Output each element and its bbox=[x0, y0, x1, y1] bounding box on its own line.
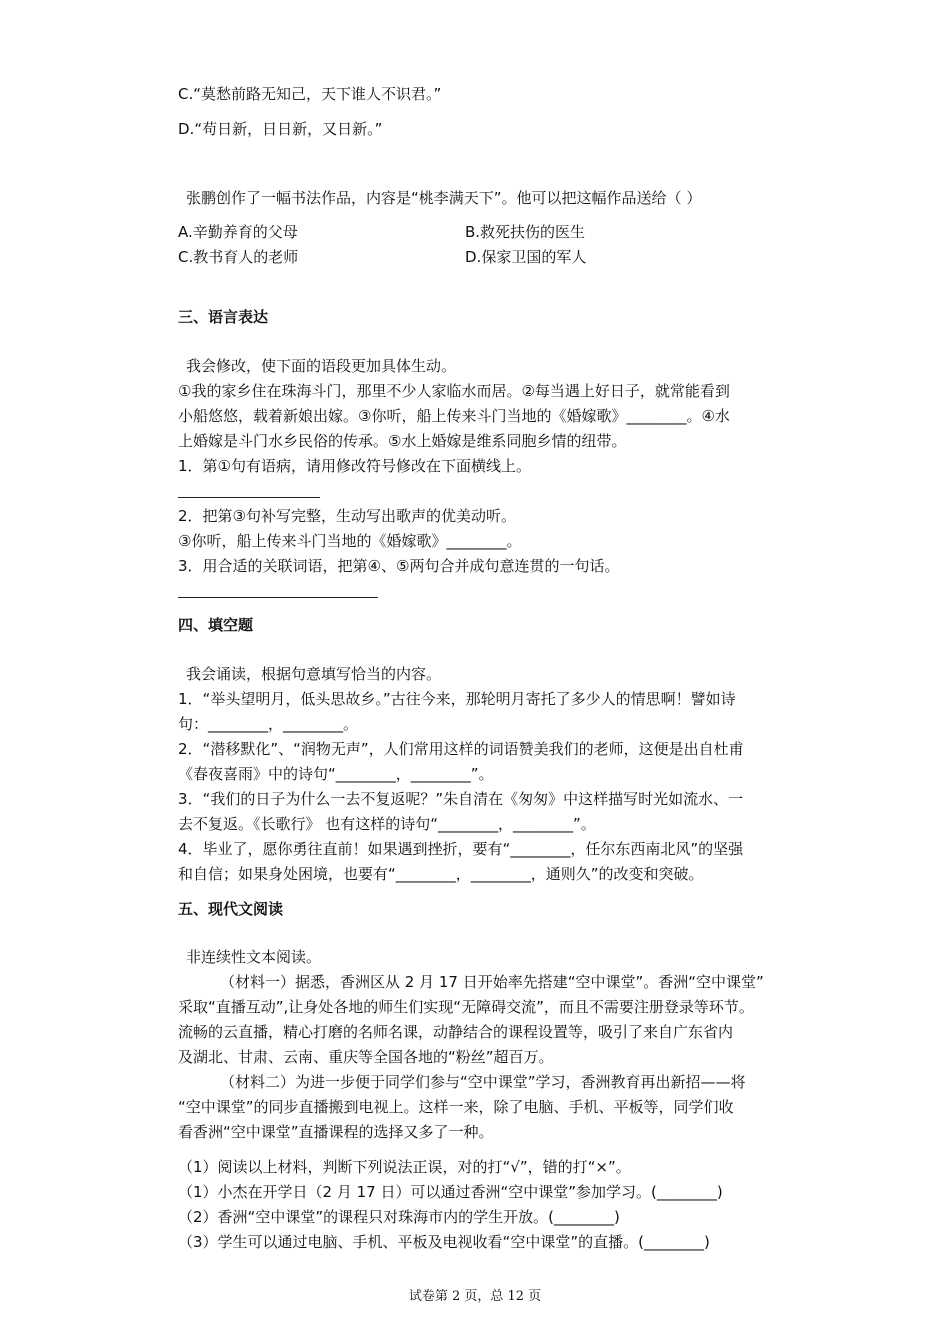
passage-line: ①我的家乡住在珠海斗门，那里不少人家临水而居。②每当遇上好日子，就常能看到 bbox=[178, 382, 730, 400]
answer-line[interactable] bbox=[178, 497, 320, 498]
fill-line: 2．“潜移默化”、“润物无声”，人们常用这样的词语赞美我们的老师，这便是出自杜甫 bbox=[178, 740, 744, 758]
question-stem: 张鹏创作了一幅书法作品，内容是“桃李满天下”。他可以把这幅作品送给（ ） bbox=[186, 189, 702, 207]
fill-line: 和自信；如果身处困境，也要有“________，________，通则久”的改变和突破。 bbox=[178, 865, 704, 883]
sub-question: 3．用合适的关联词语，把第④、⑤两句合并成句意连贯的一句话。 bbox=[178, 557, 620, 575]
option-c: C.“莫愁前路无知己，天下谁人不识君。” bbox=[178, 85, 442, 103]
option-d: D.“苟日新，日日新，又日新。” bbox=[178, 120, 383, 138]
material-line: （材料二）为进一步便于同学们参与“空中课堂”学习，香洲教育再出新招——将 bbox=[220, 1073, 746, 1091]
material-line: 流畅的云直播，精心打磨的名师名课，动静结合的课程设置等，吸引了来自广东省内 bbox=[178, 1023, 734, 1041]
section-intro: 我会修改，使下面的语段更加具体生动。 bbox=[186, 357, 457, 375]
section-intro: 非连续性文本阅读。 bbox=[186, 948, 322, 966]
section-heading: 四、填空题 bbox=[178, 616, 254, 634]
fill-line: 《春夜喜雨》中的诗句“________，________”。 bbox=[178, 765, 494, 783]
sub-question: 1．第①句有语病，请用修改符号修改在下面横线上。 bbox=[178, 457, 531, 475]
fill-line: 4．毕业了，愿你勇往直前！如果遇到挫折，要有“________，任尔东西南北风”的坚强 bbox=[178, 840, 744, 858]
passage-line: 小船悠悠，载着新娘出嫁。③你听，船上传来斗门当地的《婚嫁歌》________。④水 bbox=[178, 407, 730, 425]
sub-question: ③你听，船上传来斗门当地的《婚嫁歌》________。 bbox=[178, 532, 522, 550]
material-line: 看香洲“空中课堂”直播课程的选择又多了一种。 bbox=[178, 1123, 494, 1141]
section-heading: 三、语言表达 bbox=[178, 308, 269, 326]
fill-line: 去不复返。《长歌行》 也有这样的诗句“________，________”。 bbox=[178, 815, 596, 833]
section-intro: 我会诵读，根据句意填写恰当的内容。 bbox=[186, 665, 442, 683]
judge-question: （2）香洲“空中课堂”的课程只对珠海市内的学生开放。(________) bbox=[178, 1208, 620, 1226]
passage-line: 上婚嫁是斗门水乡民俗的传承。⑤水上婚嫁是维系同胞乡情的纽带。 bbox=[178, 432, 627, 450]
page-footer: 试卷第 2 页，总 12 页 bbox=[408, 1289, 542, 1304]
material-line: “空中课堂”的同步直播搬到电视上。这样一来，除了电脑、手机、平板等，同学们收 bbox=[178, 1098, 734, 1116]
judge-question: （3）学生可以通过电脑、手机、平板及电视收看“空中课堂”的直播。(________) bbox=[178, 1233, 710, 1251]
material-line: 采取“直播互动”,让身处各地的师生们实现“无障碍交流”，而且不需要注册登录等环节。 bbox=[178, 998, 754, 1016]
judge-question: （1）阅读以上材料，判断下列说法正误，对的打“√”，错的打“×”。 bbox=[178, 1158, 631, 1176]
answer-line[interactable] bbox=[178, 597, 378, 598]
material-line: （材料一）据悉，香洲区从 2 月 17 日开始率先搭建“空中课堂”。香洲“空中课堂” bbox=[220, 973, 764, 991]
option-a: A.辛勤养育的父母 bbox=[178, 223, 298, 241]
material-line: 及湖北、甘肃、云南、重庆等全国各地的“粉丝”超百万。 bbox=[178, 1048, 554, 1066]
section-heading: 五、现代文阅读 bbox=[178, 900, 284, 918]
option-b: B.救死扶伤的医生 bbox=[465, 223, 586, 241]
option-d: D.保家卫国的军人 bbox=[465, 248, 587, 266]
option-c: C.教书育人的老师 bbox=[178, 248, 299, 266]
sub-question: 2．把第③句补写完整，生动写出歌声的优美动听。 bbox=[178, 507, 516, 525]
fill-line: 句：________，________。 bbox=[178, 715, 359, 733]
fill-line: 3．“我们的日子为什么一去不复返呢？”朱自清在《匆匆》中这样描写时光如流水、一 bbox=[178, 790, 744, 808]
fill-line: 1．“举头望明月，低头思故乡。”古往今来，那轮明月寄托了多少人的情思啊！譬如诗 bbox=[178, 690, 736, 708]
judge-question: （1）小杰在开学日（2 月 17 日）可以通过香洲“空中课堂”参加学习。(________) bbox=[178, 1183, 723, 1201]
